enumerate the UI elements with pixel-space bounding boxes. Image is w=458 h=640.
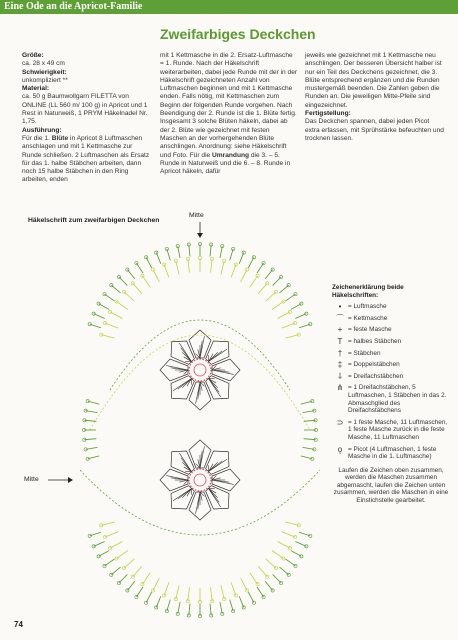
border-picot bbox=[110, 573, 113, 576]
legend-symbol-icon: • bbox=[338, 302, 342, 312]
legend-text: = Kettmasche bbox=[348, 314, 388, 322]
border-stitch bbox=[272, 550, 283, 558]
legend-item bbox=[332, 315, 450, 323]
border-picot bbox=[282, 557, 285, 560]
legend-symbol-icon: † bbox=[337, 348, 343, 358]
border-picot bbox=[287, 573, 290, 576]
legend-item bbox=[332, 446, 450, 461]
umrandung-bold: Umrandung bbox=[212, 151, 250, 159]
border-picot bbox=[155, 606, 158, 609]
legend-item bbox=[332, 373, 450, 381]
border-stitch bbox=[153, 578, 159, 590]
border-stitch bbox=[116, 550, 127, 558]
legend-text: = Dreifachstäbchen bbox=[348, 372, 404, 380]
mitte-top-label: Mitte bbox=[189, 212, 204, 219]
flower-center-inner bbox=[194, 364, 206, 376]
flower-stitch bbox=[208, 459, 226, 471]
border-stitch bbox=[231, 265, 236, 278]
legend-symbol-icon: ‡ bbox=[337, 360, 343, 370]
border-stitch bbox=[133, 566, 142, 577]
fertig-label: Fertigstellung: bbox=[305, 110, 351, 118]
legend-symbol-icon: ⊃ bbox=[336, 417, 344, 427]
border-stitch bbox=[266, 559, 276, 568]
mitte-top-arrowhead bbox=[197, 233, 203, 238]
legend-text: = 1 feste Masche, 11 Luftmaschen, 1 feste Masche zurück in die feste Masche, 11 Luftmaschen bbox=[348, 418, 448, 441]
legend-item bbox=[332, 326, 450, 334]
border-picot bbox=[122, 567, 125, 570]
border-picot bbox=[115, 557, 118, 560]
flower-stitch bbox=[173, 488, 191, 500]
col3-text: jeweils wie gezeichnet mit 1 Kettmasche neu anschlingen. Der besseren Übersicht halber ist nur ein Teil des Deckchens gezeichnet, die 3. Blüte entsprechend ergänzen und die Runden mustergemäß beenden. Die Zahlen geben die Runden an. Die jeweiligen Mitte-Pfeile sind eingezeichnet. bbox=[305, 52, 442, 109]
flower-stitch bbox=[196, 382, 200, 404]
material-value: ca. 50 g Baumwollgarn FILETTA von ONLINE (LL 560 m/ 100 g) in Apricot und 1 Rest in Naturweiß, 1 PRYM Häkelnadel Nr. 1,75. bbox=[22, 93, 148, 126]
col2-post: die 3. – 5. Runde in Naturweiß und die 6. – 8. Runde in Apricot häkeln, dafür bbox=[160, 151, 291, 176]
col2-pre: mit 1 Kettmasche in die 2. Ersatz-Luftmasche = 1. Runde. Nach der Häkelschrift weiterarbeiten, dabei jede Runde mit der in der Häkelschrift gezeichneten Anzahl von Luftmaschen beginnen und mit 1 Kettmasche enden. Falls nötig, mit Kettmaschen zum Beginn der folgenden Runde vorgehen. Nach Beendigung der 2. Runde ist die 1. Blüte fertig. Insgesamt 3 solche Blüten häkeln, dabei ab der 2. Blüte wie gezeichnet mit festen Maschen an der vorhergehenden Blüte anschlingen. Anordnung: siehe Häkelschrift und Foto. Für die bbox=[160, 52, 298, 159]
border-stitch bbox=[221, 585, 224, 599]
border-picot bbox=[103, 535, 106, 538]
border-picot bbox=[144, 256, 147, 259]
border-stitch bbox=[241, 270, 247, 282]
legend-text: = Stäbchen bbox=[348, 349, 381, 357]
border-stitch bbox=[241, 578, 247, 590]
legend-symbol-icon: ǫ bbox=[337, 444, 343, 454]
border-picot bbox=[155, 251, 158, 254]
border-picot bbox=[151, 589, 154, 592]
legend-title: Zeichenerklärung beide Häkelschriften: bbox=[332, 284, 404, 299]
border-stitch bbox=[282, 323, 295, 328]
border-picot bbox=[293, 535, 296, 538]
border-stitch bbox=[110, 542, 122, 549]
legend-item bbox=[332, 419, 450, 442]
border-stitch bbox=[188, 587, 190, 601]
flower-center-inner bbox=[194, 474, 206, 486]
border-stitch bbox=[266, 292, 276, 301]
border-stitch bbox=[176, 585, 179, 599]
diagram-motifs bbox=[80, 242, 320, 617]
groesse-value: ca. 28 x 49 cm bbox=[22, 60, 65, 68]
border-stitch bbox=[211, 587, 213, 601]
legend-text: = 1 Dreifachstäbchen, 5 Luftmaschen, 1 Stäbchen in das 2. Abmaschglied des Dreifachstäbchens bbox=[348, 384, 447, 415]
flower-center-ring bbox=[189, 469, 211, 491]
flower-stitch bbox=[212, 480, 234, 484]
border-stitch bbox=[110, 312, 122, 319]
ausfuehrung-pre: Für die 1. bbox=[22, 134, 52, 142]
flower-stitch bbox=[196, 492, 200, 514]
border-picot bbox=[126, 589, 129, 592]
legend-item bbox=[332, 350, 450, 358]
flower-stitch bbox=[208, 488, 220, 506]
page-number: 74 bbox=[14, 620, 23, 629]
border-picot bbox=[266, 575, 269, 578]
legend-text: = feste Masche bbox=[348, 326, 392, 334]
flower-stitch bbox=[179, 343, 191, 361]
legend-symbol-icon: ⌒ bbox=[336, 313, 344, 323]
legend-symbol-icon: + bbox=[337, 325, 343, 335]
schwierigkeit-label: Schwierigkeit: bbox=[22, 68, 67, 76]
header-title: Eine Ode an die Apricot-Familie bbox=[4, 1, 143, 12]
legend-item bbox=[332, 338, 450, 346]
legend-text: = halbes Stäbchen bbox=[348, 337, 402, 345]
border-stitch bbox=[221, 261, 224, 275]
border-stitch bbox=[231, 582, 236, 595]
border-picot bbox=[108, 547, 111, 550]
flower-center-ring bbox=[189, 359, 211, 381]
legend-symbol-icon: ⸸ bbox=[338, 371, 342, 381]
mitte-left-label: Mitte bbox=[24, 476, 39, 483]
flower-stitch bbox=[200, 336, 204, 358]
border-picot bbox=[144, 601, 147, 604]
border-stitch bbox=[250, 573, 258, 585]
border-stitch bbox=[124, 559, 134, 568]
flower-stitch bbox=[208, 378, 220, 396]
legend-item bbox=[332, 361, 450, 369]
ausfuehrung-post: in Apricot 8 Luftmaschen anschlagen und mit 1 Kettmasche zur Runde schließen. 2 Luftmaschen als Ersatz für das 1. halbe Stäbchen arbeiten, dann noch 15 halbe Stäbchen in den Ring arbeiten, enden bbox=[22, 134, 150, 184]
flower-stitch bbox=[200, 446, 204, 468]
legend-item bbox=[332, 303, 450, 311]
border-stitch bbox=[258, 283, 267, 294]
legend-text: = Picot (4 Luftmaschen, 1 feste Masche in die 1. Luftmasche) bbox=[348, 445, 437, 461]
border-picot bbox=[274, 567, 277, 570]
border-stitch bbox=[101, 522, 115, 525]
mitte-left-arrowhead bbox=[68, 477, 73, 483]
border-picot bbox=[117, 581, 120, 584]
border-picot bbox=[271, 589, 274, 592]
border-picot bbox=[131, 575, 134, 578]
border-picot bbox=[242, 251, 245, 254]
border-picot bbox=[97, 555, 100, 558]
ausfuehrung-bold: Blüte bbox=[51, 134, 69, 142]
border-stitch bbox=[285, 335, 299, 338]
border-stitch bbox=[188, 259, 190, 273]
border-stitch bbox=[133, 283, 142, 294]
legend-rows bbox=[332, 303, 450, 461]
border-stitch bbox=[176, 261, 179, 275]
border-stitch bbox=[124, 292, 134, 301]
border-stitch bbox=[285, 522, 299, 525]
legend-symbol-icon: T bbox=[337, 336, 343, 346]
border-picot bbox=[288, 547, 291, 550]
border-stitch bbox=[258, 566, 267, 577]
border-stitch bbox=[116, 301, 127, 309]
flower-stitch bbox=[166, 476, 188, 480]
article-title: Zweifarbiges Deckchen bbox=[160, 26, 316, 42]
flower-stitch bbox=[179, 453, 191, 471]
fertig-text: Das Deckchen spannen, dabei jeden Picot extra erfassen, mit Sprühstärke befeuchten und trocknen lassen. bbox=[305, 118, 444, 142]
border-stitch bbox=[164, 582, 169, 595]
legend-item bbox=[332, 384, 450, 414]
border-stitch bbox=[278, 312, 290, 319]
border-picot bbox=[300, 555, 303, 558]
flower-stitch bbox=[208, 349, 226, 361]
border-picot bbox=[279, 581, 282, 584]
border-picot bbox=[245, 589, 248, 592]
border-picot bbox=[151, 268, 154, 271]
diagram-title: Häkelschrift zum zweifarbigen Deckchen bbox=[28, 217, 160, 224]
border-stitch bbox=[142, 573, 150, 585]
border-stitch bbox=[105, 323, 118, 328]
border-stitch bbox=[164, 265, 169, 278]
border-stitch bbox=[142, 276, 150, 288]
border-stitch bbox=[278, 542, 290, 549]
border-stitch bbox=[153, 270, 159, 282]
border-stitch bbox=[250, 276, 258, 288]
border-stitch bbox=[211, 259, 213, 273]
schwierigkeit-value: unkompliziert ** bbox=[22, 76, 68, 84]
legend-note: Laufen die Zeichen oben zusammen, werden die Maschen zusammen abgemascht, laufen die Zeichen unten zusammen, werden die Maschen in eine Einstichstelle gearbeitet. bbox=[333, 466, 449, 505]
groesse-label: Größe: bbox=[22, 52, 44, 59]
border-stitch bbox=[105, 532, 118, 537]
material-label: Material: bbox=[22, 85, 50, 93]
flower-stitch bbox=[173, 378, 191, 390]
border-stitch bbox=[272, 301, 283, 309]
flower-stitch bbox=[166, 366, 188, 370]
legend-text: = Luftmasche bbox=[348, 303, 387, 311]
legend-text: = Doppelstäbchen bbox=[348, 361, 400, 369]
ausfuehrung-label: Ausführung: bbox=[22, 126, 62, 134]
legend-symbol-icon: ⋔ bbox=[336, 383, 344, 393]
flower-stitch bbox=[212, 370, 234, 374]
legend bbox=[332, 284, 450, 505]
border-stitch bbox=[282, 532, 295, 537]
border-stitch bbox=[101, 335, 115, 338]
